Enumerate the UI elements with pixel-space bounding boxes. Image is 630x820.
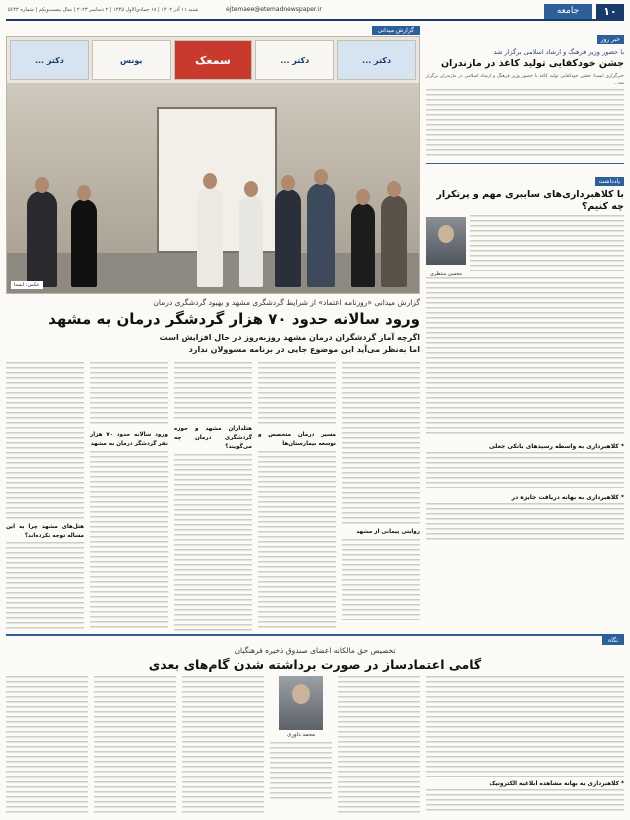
sign: سمعک — [174, 40, 253, 80]
text-column — [6, 676, 88, 816]
news-label: خبر روز — [597, 35, 624, 44]
author-box — [270, 676, 332, 816]
story-kicker: گزارش میدانی «روزنامه اعتماد» از شرایط گردشگری مشهد و بهبود گردشگری درمان — [153, 298, 420, 307]
news-body-lines — [426, 89, 624, 159]
opinion-author: محسن منتظری — [429, 270, 463, 277]
sign: یونس — [92, 40, 171, 80]
person-figure — [27, 191, 57, 287]
author-photo — [426, 217, 466, 265]
news-body: خبرگزاری ایسنا: جشن خودکفایی تولید کاغذ با حضور وزیر فرهنگ و ارشاد اسلامی در مازندران برگزار شد... — [426, 73, 624, 86]
right-column — [426, 26, 624, 632]
text-column — [342, 362, 420, 632]
person-figure — [307, 183, 335, 287]
opinion-text-lines-3 — [426, 503, 624, 543]
dek-line: اگرچه آمار گردشگران درمان مشهد روز‌به‌روز در حال افزایش است — [159, 333, 420, 342]
opinion-text-lines-2 — [426, 452, 624, 488]
text-column — [338, 676, 420, 816]
story-dek — [90, 332, 420, 355]
dek-line: اما به‌نظر می‌آید این موضوع جایی در برنامه مسوولان ندارد — [188, 344, 420, 354]
person-figure — [197, 187, 223, 287]
person-figure — [351, 203, 375, 287]
person-figure — [239, 195, 263, 287]
sign: دکتر ... — [10, 40, 89, 80]
column-subhead: ورود سالانه حدود ۷۰ هزار نفر گردشگر درمان به مشهد — [90, 431, 168, 447]
bottom-story — [6, 634, 624, 816]
page-number: ۱۰ — [596, 4, 624, 19]
column-subhead: * کلاهبرداری به بهانه مشاهده ابلاغیه الکترونیک — [489, 780, 624, 787]
person-figure — [275, 189, 301, 287]
opinion-text-lines — [470, 215, 624, 271]
bottom-columns — [6, 676, 624, 816]
text-column — [90, 362, 168, 632]
main-story — [6, 26, 420, 632]
author-photo — [279, 676, 323, 730]
column-subhead: مسیر درمان متخصص و توسعه بیمارستان‌ها — [258, 431, 336, 447]
opinion-headline[interactable]: با کلاهبرداری‌های سایبری مهم و پرتکرار چه کنیم؟ — [436, 189, 624, 212]
story-tag: گزارش میدانی — [372, 26, 420, 35]
text-column — [258, 362, 336, 632]
dateline: شنبه ۱۱ آذر ۱۴۰۲ | ۱۸ جمادی‌الاول ۱۴۴۵ | ۲ دسامبر ۲۰۲۳ | سال بیست‌ویکم | شماره ۵۶۴۳ — [8, 7, 199, 13]
news-subhead: با حضور وزیر فرهنگ و ارشاد اسلامی برگزار شد — [493, 48, 624, 56]
opinion-body — [426, 215, 624, 277]
news-headline[interactable]: جشن خودکفایی تولید کاغذ در مازندران — [440, 58, 624, 69]
sign: دکتر ... — [255, 40, 334, 80]
story-columns — [6, 362, 420, 632]
section-title: جامعه — [544, 4, 592, 19]
author-name: محمد داوری — [287, 732, 315, 738]
text-column — [182, 676, 264, 816]
column-subhead: روایتی پیمانی از مشهد — [356, 529, 420, 535]
text-column — [6, 362, 84, 632]
text-column — [94, 676, 176, 816]
column-subhead: هتل‌های مشهد چرا به این مساله توجه نکرده‌اند؟ — [6, 523, 84, 539]
story-headline[interactable]: ورود سالانه حدود ۷۰ هزار گردشگر درمان به مشهد — [48, 310, 420, 328]
opinion-label: یادداشت — [595, 177, 624, 186]
section-email[interactable]: ejtemaee@etemadnewspaper.ir — [226, 6, 322, 13]
page-header — [6, 4, 624, 21]
right-column-continued — [426, 676, 624, 816]
bottom-tag: نگاه — [602, 636, 624, 645]
clinic-signs — [7, 37, 419, 83]
bottom-kicker: تخصیص حق مالکانه اعضای صندوق ذخیره فرهنگیان — [234, 646, 396, 655]
bottom-headline[interactable]: گامی اعتمادساز در صورت برداشته شدن گام‌های بعدی — [148, 657, 482, 672]
opinion-subhead-2: * کلاهبرداری به بهانه دریافت جایزه در — [511, 493, 624, 501]
column-subhead: هتلداران مشهد و حوزه گردشگری درمان چه می‌گویند؟ — [174, 426, 252, 451]
person-figure — [71, 199, 97, 287]
photo-caption: عکس: ایسنا — [11, 281, 43, 289]
sign: دکتر ... — [337, 40, 416, 80]
opinion-subhead-1: * کلاهبرداری به واسطه رسیدهای بانکی جعلی — [489, 442, 624, 450]
person-figure — [381, 195, 407, 287]
text-column — [174, 362, 252, 632]
opinion-text-continued — [426, 277, 624, 437]
story-photo — [6, 36, 420, 294]
divider — [426, 163, 624, 164]
